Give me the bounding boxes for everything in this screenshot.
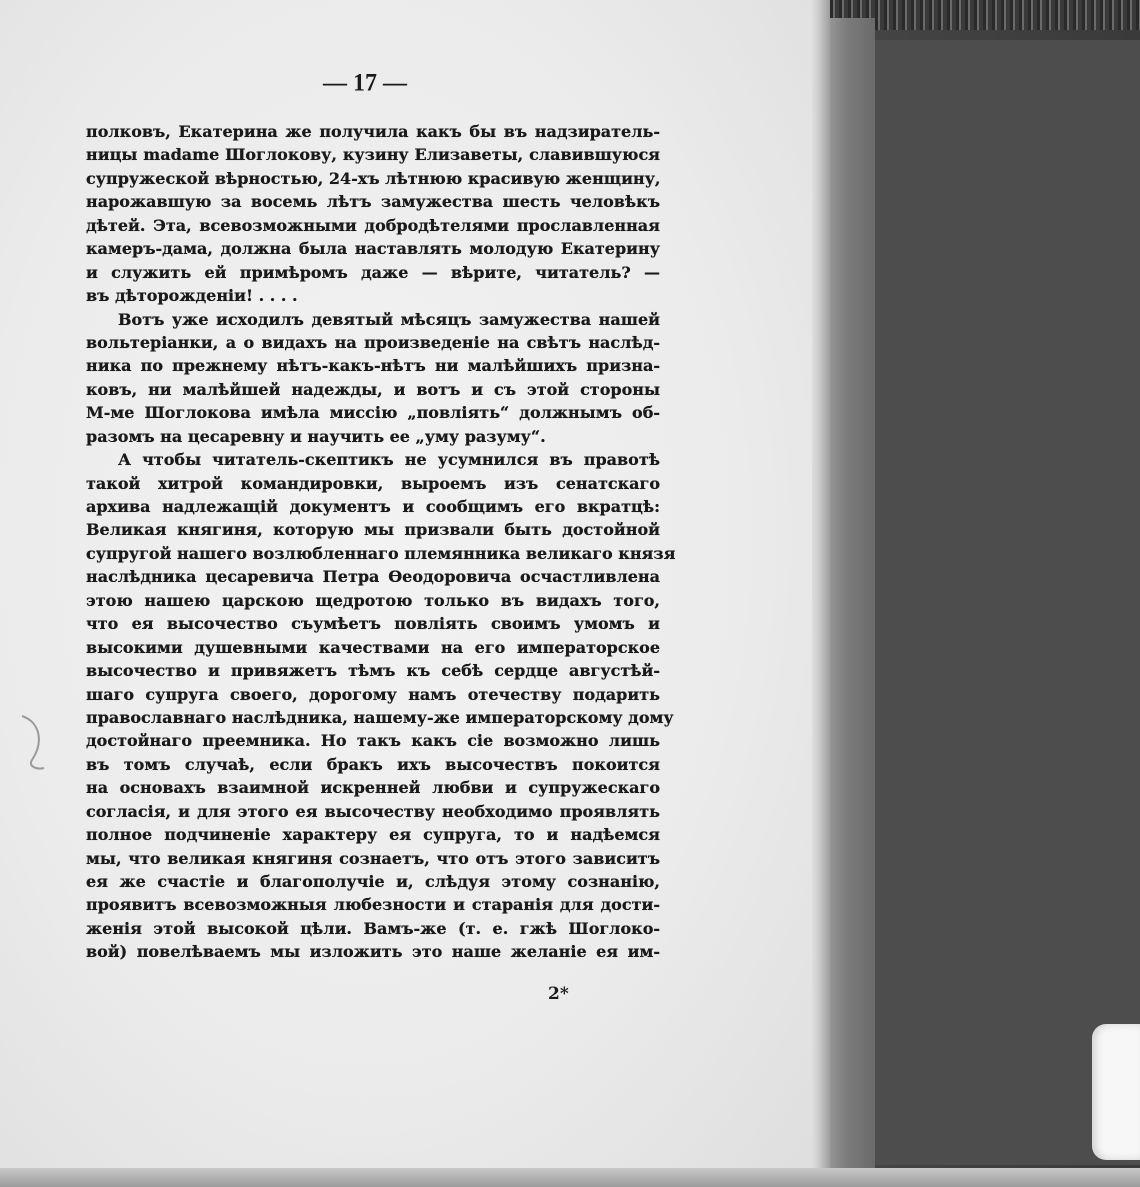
text-line: ея же счастіе и благополучіе и, слѣдуя этому сознанію, xyxy=(86,872,660,891)
text-line: достойнаго преемника. Но такъ какъ сіе возможно лишь xyxy=(86,731,660,751)
text-line: нарожавшую за восемь лѣтъ замужества шесть человѣкъ xyxy=(86,192,660,212)
text-line: этою нашею царскою щедротою только въ видахъ того, xyxy=(86,590,660,610)
text-line: архива надлежащій документъ и сообщимъ его вкратцѣ: xyxy=(86,497,660,516)
text-line: въ дѣторожденіи! . . . . xyxy=(86,286,298,306)
text-line: Вотъ уже исходилъ девятый мѣсяцъ замужества нашей xyxy=(118,309,660,329)
book-cover-panel xyxy=(874,40,1140,1165)
text-line: ника по прежнему нѣтъ-какъ-нѣтъ ни малѣйшихъ призна- xyxy=(86,356,660,376)
text-line: согласія, и для этого ея высочеству необходимо проявлять xyxy=(86,801,660,821)
text-line: камеръ-дама, должна была наставлять молодую Екатерину xyxy=(86,239,660,259)
text-line: ницы madame Шоглокову, кузину Елизаветы, славившуюся xyxy=(86,145,660,165)
book-spine-board xyxy=(826,18,875,1168)
bottom-shadow xyxy=(0,1168,1140,1187)
text-line: и служить ей примѣромъ даже — вѣрите, читатель? — xyxy=(86,262,660,282)
text-line: полное подчиненіе характеру ея супруга, то и надѣемся xyxy=(86,825,660,845)
text-line: М-ме Шоглокова имѣла миссію „повліять“ должнымъ об- xyxy=(86,403,660,423)
text-line: высочество и привяжетъ тѣмъ къ себѣ сердце августѣй- xyxy=(86,661,660,681)
text-line: что ея высочество съумѣетъ повліять своимъ умомъ и xyxy=(86,614,660,634)
text-line: православнаго наслѣдника, нашему-же императорскому дому xyxy=(86,707,674,727)
text-line: дѣтей. Эта, всевозможными добродѣтелями прославленная xyxy=(86,215,660,235)
text-line: въ томъ случаѣ, если бракъ ихъ высочествъ покоится xyxy=(86,754,660,774)
text-line: А чтобы читатель-скептикъ не усумнился въ правотѣ xyxy=(118,450,660,470)
text-line: такой хитрой командировки, выроемъ изъ сенатскаго xyxy=(86,473,660,493)
text-line: проявитъ всевозможныя любезности и старанія для дости- xyxy=(86,895,660,915)
text-line: супружеской вѣрностью, 24-хъ лѣтнюю красивую женщину, xyxy=(86,168,661,188)
body-text xyxy=(86,120,676,964)
text-line: полковъ, Екатерина же получила какъ бы въ надзиратель- xyxy=(86,122,660,141)
text-line: супругой нашего возлюбленнаго племянника великаго князя xyxy=(86,543,676,563)
text-line: вольтеріанки, а о видахъ на произведеніе на свѣтъ наслѣд- xyxy=(86,332,660,352)
text-line: ковъ, ни малѣйшей надежды, и вотъ и съ этой стороны xyxy=(86,379,660,399)
signature-mark: 2* xyxy=(548,984,569,1004)
text-line: разомъ на цесаревну и научить ее „уму разуму“. xyxy=(86,426,546,446)
text-line: Великая княгиня, которую мы призвали быть достойной xyxy=(86,520,660,540)
text-line: высокими душевными качествами на его императорское xyxy=(86,637,660,657)
text-line: женія этой высокой цѣли. Вамъ-же (т. е. гжѣ Шоглоко- xyxy=(86,918,660,938)
text-line: шаго супруга своего, дорогому намъ отечеству подарить xyxy=(86,684,660,704)
text-line: наслѣдника цесаревича Петра Ѳеодоровича осчастливлена xyxy=(86,567,660,587)
margin-pencil-mark xyxy=(18,712,48,772)
paper-corner xyxy=(1092,1024,1140,1160)
page-number: — 17 — xyxy=(323,69,407,97)
text-line: вой) повелѣваемъ мы изложить это наше желаніе ея им- xyxy=(86,942,660,962)
text-line: мы, что великая княгиня сознаетъ, что отъ этого зависитъ xyxy=(86,848,660,868)
text-line: на основахъ взаимной искренней любви и супружескаго xyxy=(86,778,660,798)
